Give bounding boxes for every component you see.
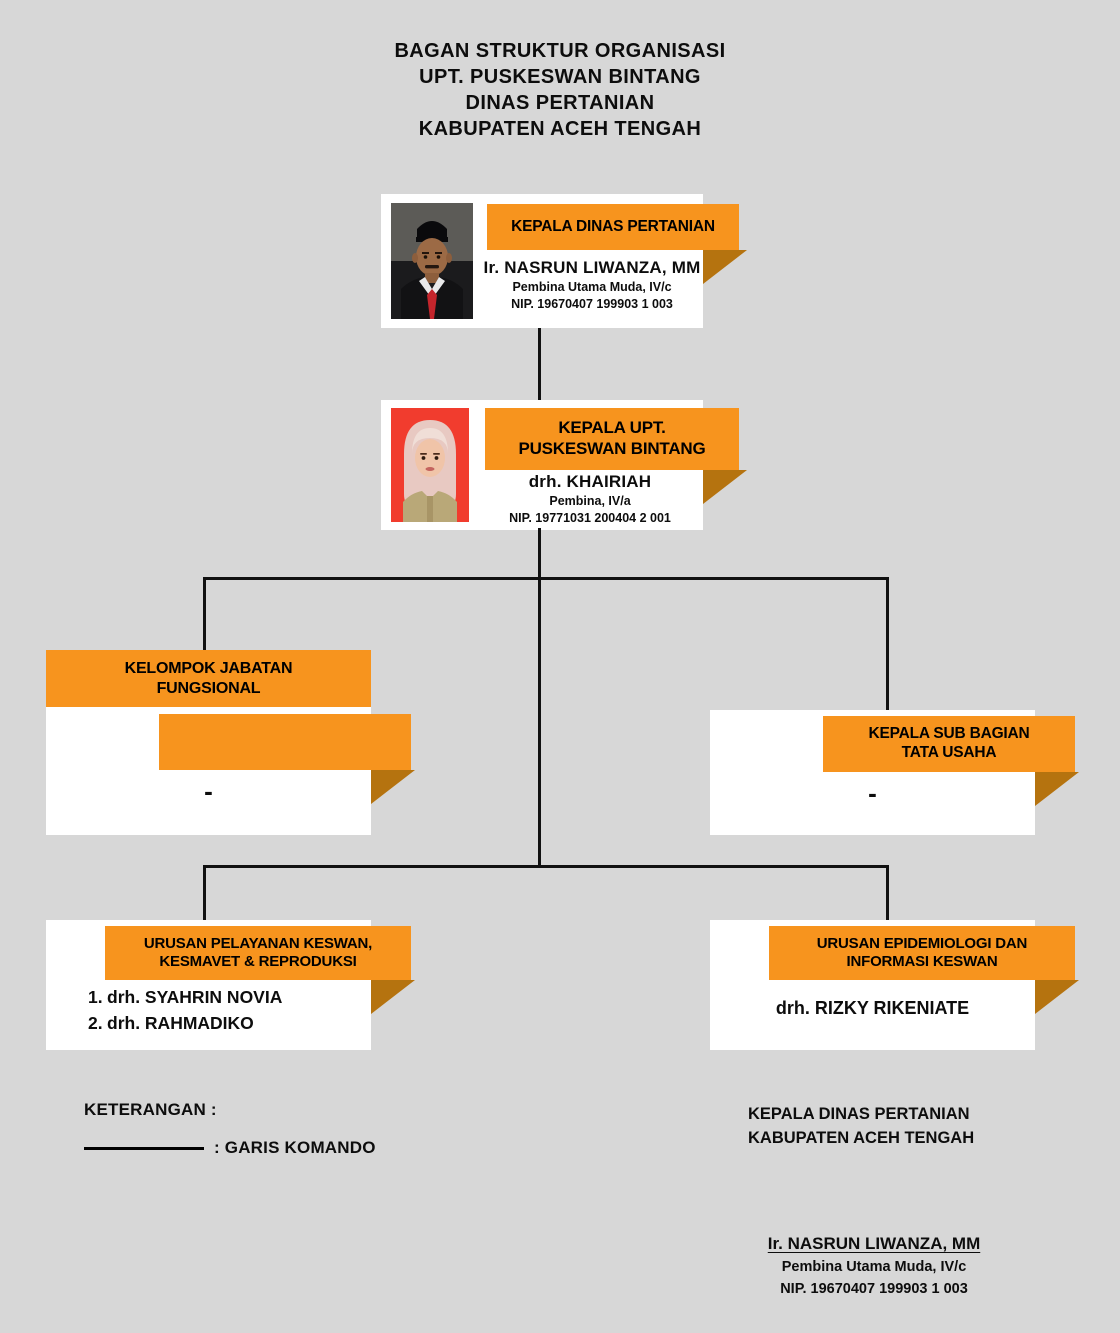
- signature-head-line-1: KEPALA DINAS PERTANIAN: [748, 1105, 970, 1123]
- staff-list-urusan-pelayanan: [88, 984, 368, 1036]
- banner-urusan-epidemiologi-line-2: INFORMASI KESWAN: [846, 953, 998, 970]
- chart-title: [0, 38, 1120, 142]
- banner-kelompok-jabatan-secondary: [159, 714, 411, 770]
- connector-dinas-to-upt: [538, 328, 541, 400]
- staff-name-urusan-epidemiologi: drh. RIZKY RIKENIATE: [775, 998, 970, 1018]
- connector-drop-pelayanan: [203, 865, 206, 920]
- banner-urusan-pelayanan-line-1: URUSAN PELAYANAN KESWAN,: [143, 934, 373, 952]
- banner-kepala-upt-line-1: KEPALA UPT.: [558, 418, 666, 438]
- details-kepala-dinas: [477, 256, 707, 313]
- banner-urusan-pelayanan: [105, 926, 411, 980]
- banner-kepala-upt-line-2: PUSKESWAN BINTANG: [518, 439, 706, 458]
- connector-upt-down-1: [538, 528, 541, 580]
- nip-kepala-dinas: NIP. 19670407 199903 1 003: [511, 297, 673, 311]
- legend-heading: KETERANGAN :: [84, 1100, 217, 1119]
- legend-item-garis-komando: [84, 1138, 376, 1158]
- signature-block: [748, 1102, 1078, 1300]
- ribbon-fold-urusan-epidemiologi: [1035, 980, 1079, 1014]
- value-kelompok-jabatan: -: [204, 776, 213, 806]
- photo-kepala-dinas: [391, 203, 473, 319]
- list-item: [88, 984, 368, 1010]
- ribbon-fold-urusan-pelayanan: [371, 980, 415, 1014]
- banner-urusan-epidemiologi-line-1: URUSAN EPIDEMIOLOGI DAN: [816, 934, 1028, 952]
- signature-space: [748, 1150, 1078, 1232]
- connector-branch-bar-2: [203, 865, 889, 868]
- staff-index: 2.: [88, 1013, 103, 1033]
- value-sub-bagian-tu-wrap: [710, 780, 1035, 806]
- ribbon-fold-sub-bagian-tu: [1035, 772, 1079, 806]
- banner-kelompok-jabatan-line-1: KELOMPOK JABATAN: [124, 659, 293, 677]
- card-kelompok-jabatan[interactable]: [46, 650, 371, 835]
- ribbon-fold-kepala-dinas: [703, 250, 747, 284]
- chart-title-line-2: UPT. PUSKESWAN BINTANG: [419, 66, 701, 88]
- name-kepala-upt: drh. KHAIRIAH: [528, 472, 652, 491]
- connector-branch-bar-1: [203, 577, 889, 580]
- connector-drop-subbagian: [886, 577, 889, 710]
- card-kepala-upt[interactable]: [381, 400, 706, 530]
- connector-drop-epidemiologi: [886, 865, 889, 920]
- connector-upt-down-2: [538, 577, 541, 868]
- details-kepala-upt: [475, 470, 705, 527]
- ribbon-fold-kepala-upt: [703, 470, 747, 504]
- staff-index: 1.: [88, 987, 103, 1007]
- chart-title-line-3: DINAS PERTANIAN: [465, 92, 655, 114]
- card-urusan-epidemiologi[interactable]: [710, 920, 1035, 1050]
- chart-title-line-1: BAGAN STRUKTUR ORGANISASI: [394, 40, 726, 62]
- nip-kepala-upt: NIP. 19771031 200404 2 001: [509, 511, 671, 525]
- rank-kepala-dinas: Pembina Utama Muda, IV/c: [512, 280, 672, 294]
- rank-kepala-upt: Pembina, IV/a: [549, 494, 631, 508]
- connector-drop-kelompok: [203, 577, 206, 650]
- banner-kepala-dinas: [487, 204, 739, 250]
- staff-name: drh. SYAHRIN NOVIA: [107, 987, 283, 1007]
- banner-kelompok-jabatan-line-2: FUNGSIONAL: [156, 679, 261, 697]
- legend-item-label: : GARIS KOMANDO: [214, 1138, 376, 1157]
- name-kepala-dinas: Ir. NASRUN LIWANZA, MM: [483, 258, 701, 277]
- value-sub-bagian-tu: -: [868, 778, 877, 808]
- chart-title-line-4: KABUPATEN ACEH TENGAH: [418, 118, 702, 140]
- signature-nip: NIP. 19670407 199903 1 003: [780, 1281, 968, 1297]
- banner-sub-bagian-tu-line-2: TATA USAHA: [901, 744, 997, 761]
- staff-name: drh. RAHMADIKO: [107, 1013, 254, 1033]
- banner-kepala-dinas-text: KEPALA DINAS PERTANIAN: [511, 217, 715, 235]
- signature-name: Ir. NASRUN LIWANZA, MM: [767, 1234, 981, 1253]
- legend-block: [84, 1100, 376, 1158]
- photo-kepala-upt: [391, 408, 469, 522]
- signature-head-line-2: KABUPATEN ACEH TENGAH: [748, 1129, 975, 1147]
- banner-urusan-pelayanan-line-2: KESMAVET & REPRODUKSI: [159, 953, 357, 970]
- banner-sub-bagian-tu: [823, 716, 1075, 772]
- value-kelompok-jabatan-wrap: [46, 778, 371, 804]
- signature-rank: Pembina Utama Muda, IV/c: [781, 1259, 967, 1275]
- card-kepala-dinas[interactable]: [381, 194, 715, 328]
- ribbon-fold-kelompok-jabatan: [371, 770, 415, 804]
- banner-sub-bagian-tu-line-1: KEPALA SUB BAGIAN: [868, 725, 1030, 743]
- banner-urusan-epidemiologi: [769, 926, 1075, 980]
- list-item: [88, 1010, 368, 1036]
- banner-kepala-upt: [485, 408, 739, 470]
- banner-kelompok-jabatan: [46, 650, 371, 707]
- card-sub-bagian-tu[interactable]: [710, 710, 1035, 835]
- legend-line-sample: [84, 1147, 204, 1150]
- card-urusan-pelayanan[interactable]: [46, 920, 371, 1050]
